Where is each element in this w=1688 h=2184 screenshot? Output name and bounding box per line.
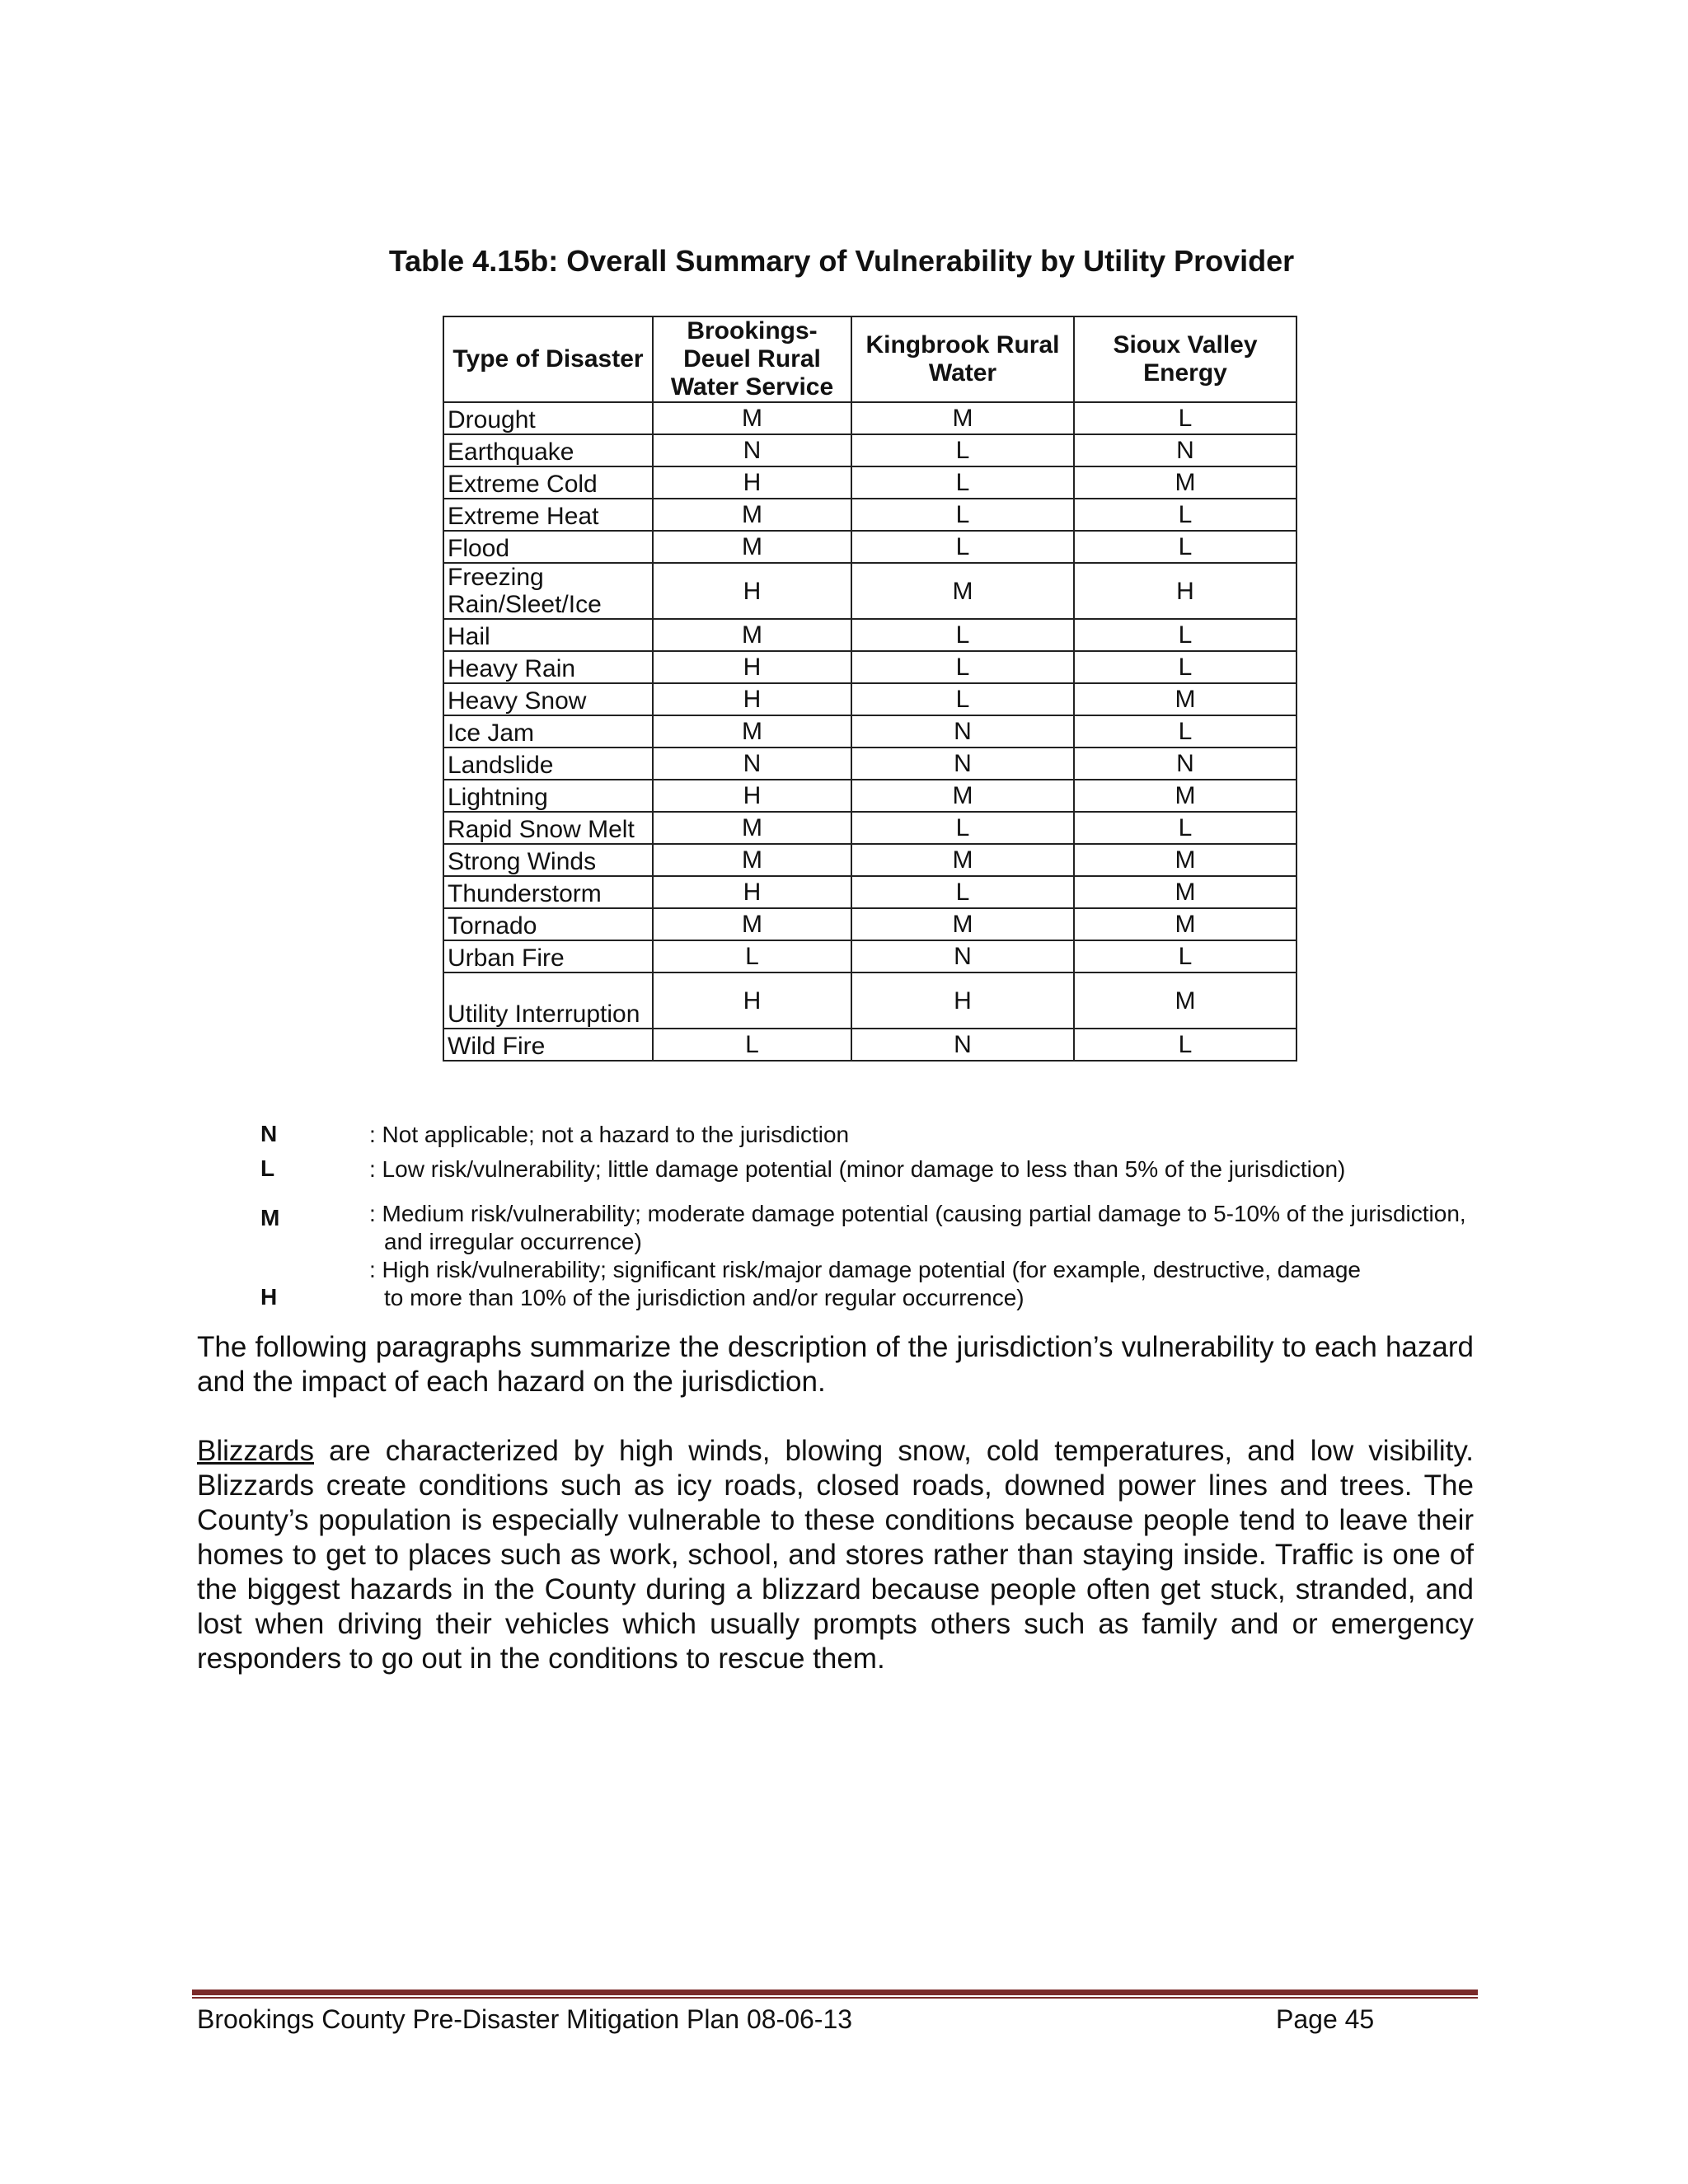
cell-disaster: Extreme Heat [443,499,653,531]
legend-text-m-2: and irregular occurrence) [384,1229,642,1254]
cell-disaster: Ice Jam [443,715,653,748]
header-brookings-deuel: Brookings-Deuel Rural Water Service [653,316,851,402]
table-row [443,844,1296,876]
cell-sioux-valley: L [1074,1029,1296,1061]
cell-kingbrook: L [851,434,1074,466]
blizzards-term: Blizzards [197,1435,314,1467]
cell-kingbrook: L [851,619,1074,651]
cell-disaster: Heavy Snow [443,683,653,715]
cell-kingbrook: M [851,844,1074,876]
cell-sioux-valley: M [1074,844,1296,876]
header-sioux-valley: Sioux Valley Energy [1074,316,1296,402]
cell-sioux-valley: H [1074,563,1296,619]
cell-disaster: Hail [443,619,653,651]
cell-brookings-deuel: L [653,1029,851,1061]
legend-text-l: : Low risk/vulnerability; little damage potential (minor damage to less than 5% of the jurisdiction) [369,1156,1346,1182]
cell-sioux-valley: L [1074,402,1296,434]
cell-disaster: Strong Winds [443,844,653,876]
table-row [443,940,1296,972]
table-row [443,908,1296,940]
cell-disaster: Utility Interruption [443,972,653,1029]
cell-sioux-valley: M [1074,466,1296,499]
cell-sioux-valley: L [1074,499,1296,531]
cell-kingbrook: L [851,466,1074,499]
blizzards-text: are characterized by high winds, blowing snow, cold temperatures, and low visibility. Blizzards create conditions such as icy roads, closed roads, downed power lines and trees. The County’s population is especially vulnerable to these conditions because people tend to leave their homes to get to places such as work, school, and stores rather than staying inside. Traffic is one of the biggest hazards in the County during a blizzard because people often get stuck, stranded, and lost when driving their vehicles which usually prompts others such as family and or emergency responders to go out in the conditions to rescue them. [197,1435,1474,1675]
cell-brookings-deuel: N [653,748,851,780]
cell-disaster: Landslide [443,748,653,780]
cell-brookings-deuel: H [653,780,851,812]
cell-kingbrook: N [851,715,1074,748]
cell-disaster: Earthquake [443,434,653,466]
table-row [443,972,1296,1029]
table-row [443,876,1296,908]
footer-document-title: Brookings County Pre-Disaster Mitigation Plan 08-06-13 [197,2004,853,2034]
header-type-of-disaster: Type of Disaster [443,316,653,402]
cell-brookings-deuel: H [653,683,851,715]
cell-brookings-deuel: H [653,876,851,908]
legend-text-n: : Not applicable; not a hazard to the jurisdiction [369,1122,850,1147]
table-title [0,244,1688,279]
header-kingbrook: Kingbrook Rural Water [851,316,1074,402]
legend-text-m-1: : Medium risk/vulnerability; moderate damage potential (causing partial damage to 5-10% of the jurisdiction, [369,1201,1466,1226]
legend-text-h-1: : High risk/vulnerability; significant risk/major damage potential (for example, destructive, damage [369,1257,1361,1282]
legend-key-n: N [260,1121,278,1146]
cell-sioux-valley: L [1074,812,1296,844]
cell-brookings-deuel: M [653,844,851,876]
cell-brookings-deuel: H [653,651,851,683]
cell-disaster: Freezing Rain/Sleet/Ice [443,563,653,619]
cell-sioux-valley: L [1074,715,1296,748]
cell-sioux-valley: N [1074,434,1296,466]
table-row [443,780,1296,812]
table-row [443,683,1296,715]
table-header-row [443,316,1296,402]
legend-text-h-2: to more than 10% of the jurisdiction and/or regular occurrence) [384,1285,1025,1310]
legend-key-m: M [260,1205,280,1230]
cell-sioux-valley: M [1074,972,1296,1029]
table-row [443,748,1296,780]
table-row [443,499,1296,531]
cell-brookings-deuel: L [653,940,851,972]
cell-kingbrook: L [851,531,1074,563]
cell-disaster: Flood [443,531,653,563]
cell-disaster: Extreme Cold [443,466,653,499]
cell-kingbrook: L [851,812,1074,844]
footer-rule [192,1990,1478,1995]
cell-brookings-deuel: N [653,434,851,466]
footer-page-number: Page 45 [1276,2004,1375,2034]
cell-disaster: Lightning [443,780,653,812]
cell-brookings-deuel: M [653,499,851,531]
table-title-text: Table 4.15b: Overall Summary of Vulnerability by Utility Provider [388,244,1295,278]
legend-key-l: L [260,1155,275,1181]
cell-brookings-deuel: M [653,531,851,563]
cell-kingbrook: M [851,908,1074,940]
table-row [443,563,1296,619]
cell-brookings-deuel: M [653,402,851,434]
cell-sioux-valley: N [1074,748,1296,780]
table-row [443,466,1296,499]
cell-kingbrook: M [851,402,1074,434]
cell-sioux-valley: L [1074,619,1296,651]
table-row [443,434,1296,466]
cell-disaster: Heavy Rain [443,651,653,683]
table-row [443,651,1296,683]
vulnerability-table [443,316,1297,1062]
cell-brookings-deuel: H [653,563,851,619]
cell-sioux-valley: M [1074,908,1296,940]
cell-kingbrook: N [851,1029,1074,1061]
cell-sioux-valley: M [1074,683,1296,715]
table-row [443,1029,1296,1061]
cell-brookings-deuel: M [653,812,851,844]
cell-kingbrook: L [851,651,1074,683]
table-row [443,715,1296,748]
cell-sioux-valley: L [1074,531,1296,563]
footer-rule-thin [192,1997,1478,1999]
cell-disaster: Drought [443,402,653,434]
table-row [443,619,1296,651]
cell-sioux-valley: M [1074,780,1296,812]
cell-kingbrook: N [851,940,1074,972]
cell-disaster: Wild Fire [443,1029,653,1061]
cell-kingbrook: L [851,876,1074,908]
cell-kingbrook: M [851,780,1074,812]
cell-brookings-deuel: H [653,466,851,499]
cell-brookings-deuel: H [653,972,851,1029]
table-row [443,812,1296,844]
table-row [443,402,1296,434]
cell-disaster: Urban Fire [443,940,653,972]
cell-kingbrook: M [851,563,1074,619]
table-row [443,531,1296,563]
cell-sioux-valley: L [1074,651,1296,683]
cell-sioux-valley: M [1074,876,1296,908]
cell-kingbrook: H [851,972,1074,1029]
cell-brookings-deuel: M [653,908,851,940]
cell-kingbrook: N [851,748,1074,780]
intro-paragraph: The following paragraphs summarize the description of the jurisdiction’s vulnerability to each hazard and the impact of each hazard on the jurisdiction. [197,1331,1474,1398]
cell-disaster: Thunderstorm [443,876,653,908]
cell-disaster: Rapid Snow Melt [443,812,653,844]
cell-brookings-deuel: M [653,715,851,748]
blizzards-paragraph [197,1434,1474,1676]
cell-kingbrook: L [851,683,1074,715]
cell-kingbrook: L [851,499,1074,531]
cell-brookings-deuel: M [653,619,851,651]
legend-key-h: H [260,1284,278,1310]
cell-disaster: Tornado [443,908,653,940]
cell-sioux-valley: L [1074,940,1296,972]
